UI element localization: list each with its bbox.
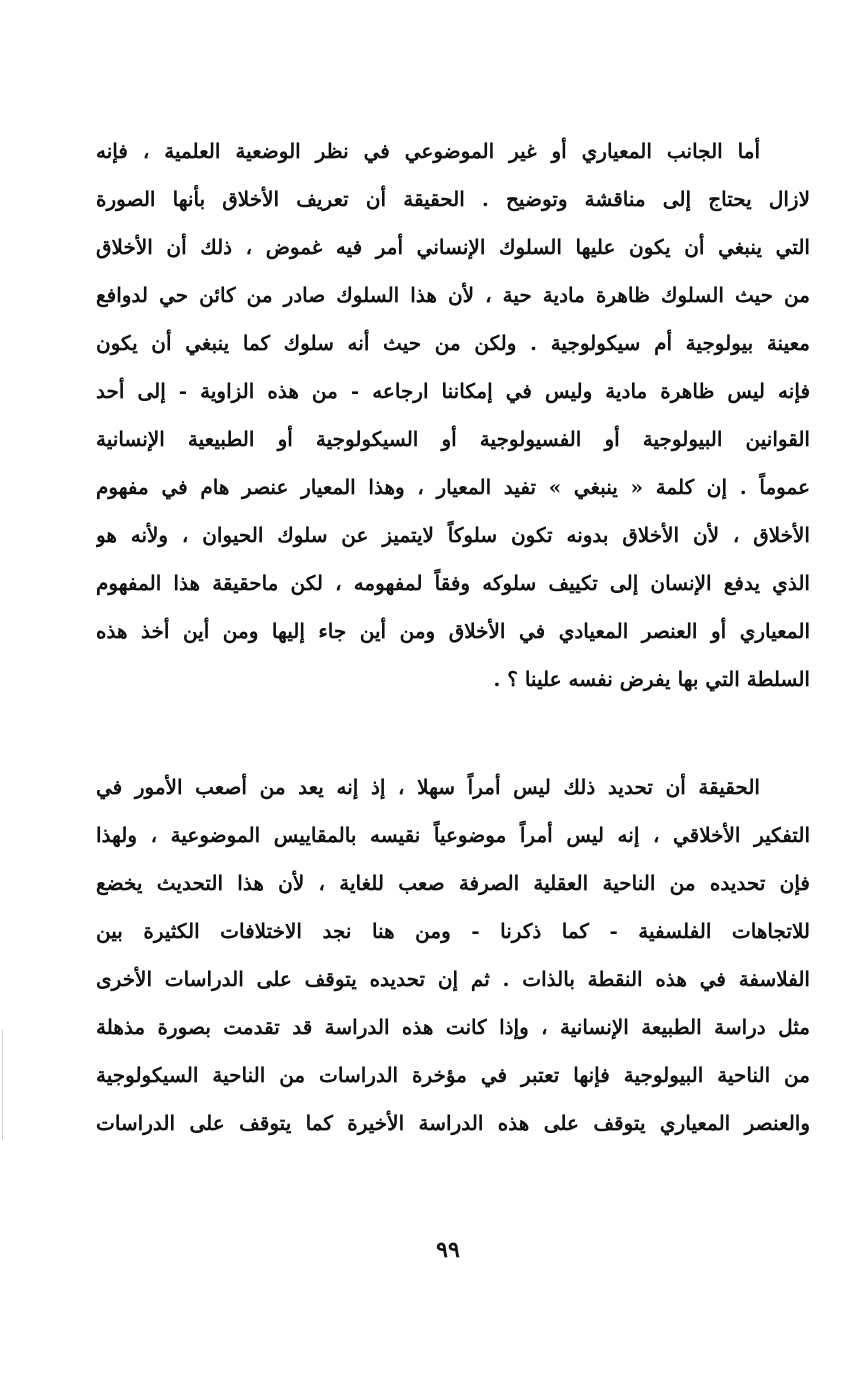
text-line: فإن تحديده من الناحية العقلية الصرفة صعب للغاية ، لأن هذا التحديث يخضع [96, 871, 810, 895]
text-line: السلطة التي بها يفرض نفسه علينا ؟ . [493, 667, 810, 691]
text-line: لازال يحتاج إلى مناقشة وتوضيح . الحقيقة أن تعريف الأخلاق بأنها الصورة [96, 187, 810, 211]
text-line: الحقيقة أن تحديد ذلك ليس أمراً سهلا ، إذ إنه يعد من أصعب الأمور في [96, 775, 760, 799]
text-line: من حيث السلوك ظاهرة مادية حية ، لأن هذا السلوك صادر من كائن حي لدوافع [96, 283, 810, 307]
scan-edge-mark [2, 1030, 3, 1140]
text-line: مثل دراسة الطبيعة الإنسانية ، وإذا كانت هذه الدراسة قد تقدمت بصورة مذهلة [96, 1015, 810, 1039]
text-line: معينة بيولوجية أم سيكولوجية . ولكن من حيث أنه سلوك كما ينبغي أن يكون [96, 331, 810, 355]
text-line: الأخلاق ، لأن الأخلاق بدونه تكون سلوكاً لايتميز عن سلوك الحيوان ، ولأنه هو [96, 523, 810, 547]
page-number: ٩٩ [436, 1237, 460, 1263]
text-line: للاتجاهات الفلسفية - كما ذكرنا - ومن هنا نجد الاختلافات الكثيرة بين [96, 919, 810, 943]
text-line: أما الجانب المعياري أو غير الموضوعي في نظر الوضعية العلمية ، فإنه [96, 139, 760, 163]
text-line: التي ينبغي أن يكون عليها السلوك الإنساني أمر فيه غموض ، ذلك أن الأخلاق [96, 235, 810, 259]
text-line: عموماً . إن كلمة « ينبغي » تفيد المعيار ، وهذا المعيار عنصر هام في مفهوم [96, 475, 810, 499]
text-line: الذي يدفع الإنسان إلى تكييف سلوكه وفقاً لمفهومه ، لكن ماحقيقة هذا المفهوم [96, 571, 810, 595]
text-line: الفلاسفة في هذه النقطة بالذات . ثم إن تحديده يتوقف على الدراسات الأخرى [96, 967, 810, 991]
text-line: فإنه ليس ظاهرة مادية وليس في إمكاننا ارجاعه - من هذه الزاوية - إلى أحد [96, 379, 810, 403]
paragraph-1 [96, 127, 810, 703]
paragraph-2 [96, 763, 810, 1147]
text-line: من الناحية البيولوجية فإنها تعتبر في مؤخرة الدراسات من الناحية السيكولوجية [96, 1063, 810, 1087]
text-line: التفكير الأخلاقي ، إنه ليس أمراً موضوعياً نقيسه بالمقاييس الموضوعية ، ولهذا [96, 823, 810, 847]
text-line: القوانين البيولوجية أو الفسيولوجية أو السيكولوجية أو الطبيعية الإنسانية [96, 427, 810, 451]
text-line: والعنصر المعياري يتوقف على هذه الدراسة الأخيرة كما يتوقف على الدراسات [96, 1111, 810, 1135]
text-line: المعياري أو العنصر المعيادي في الأخلاق ومن أين جاء إليها ومن أين أخذ هذه [96, 619, 810, 643]
